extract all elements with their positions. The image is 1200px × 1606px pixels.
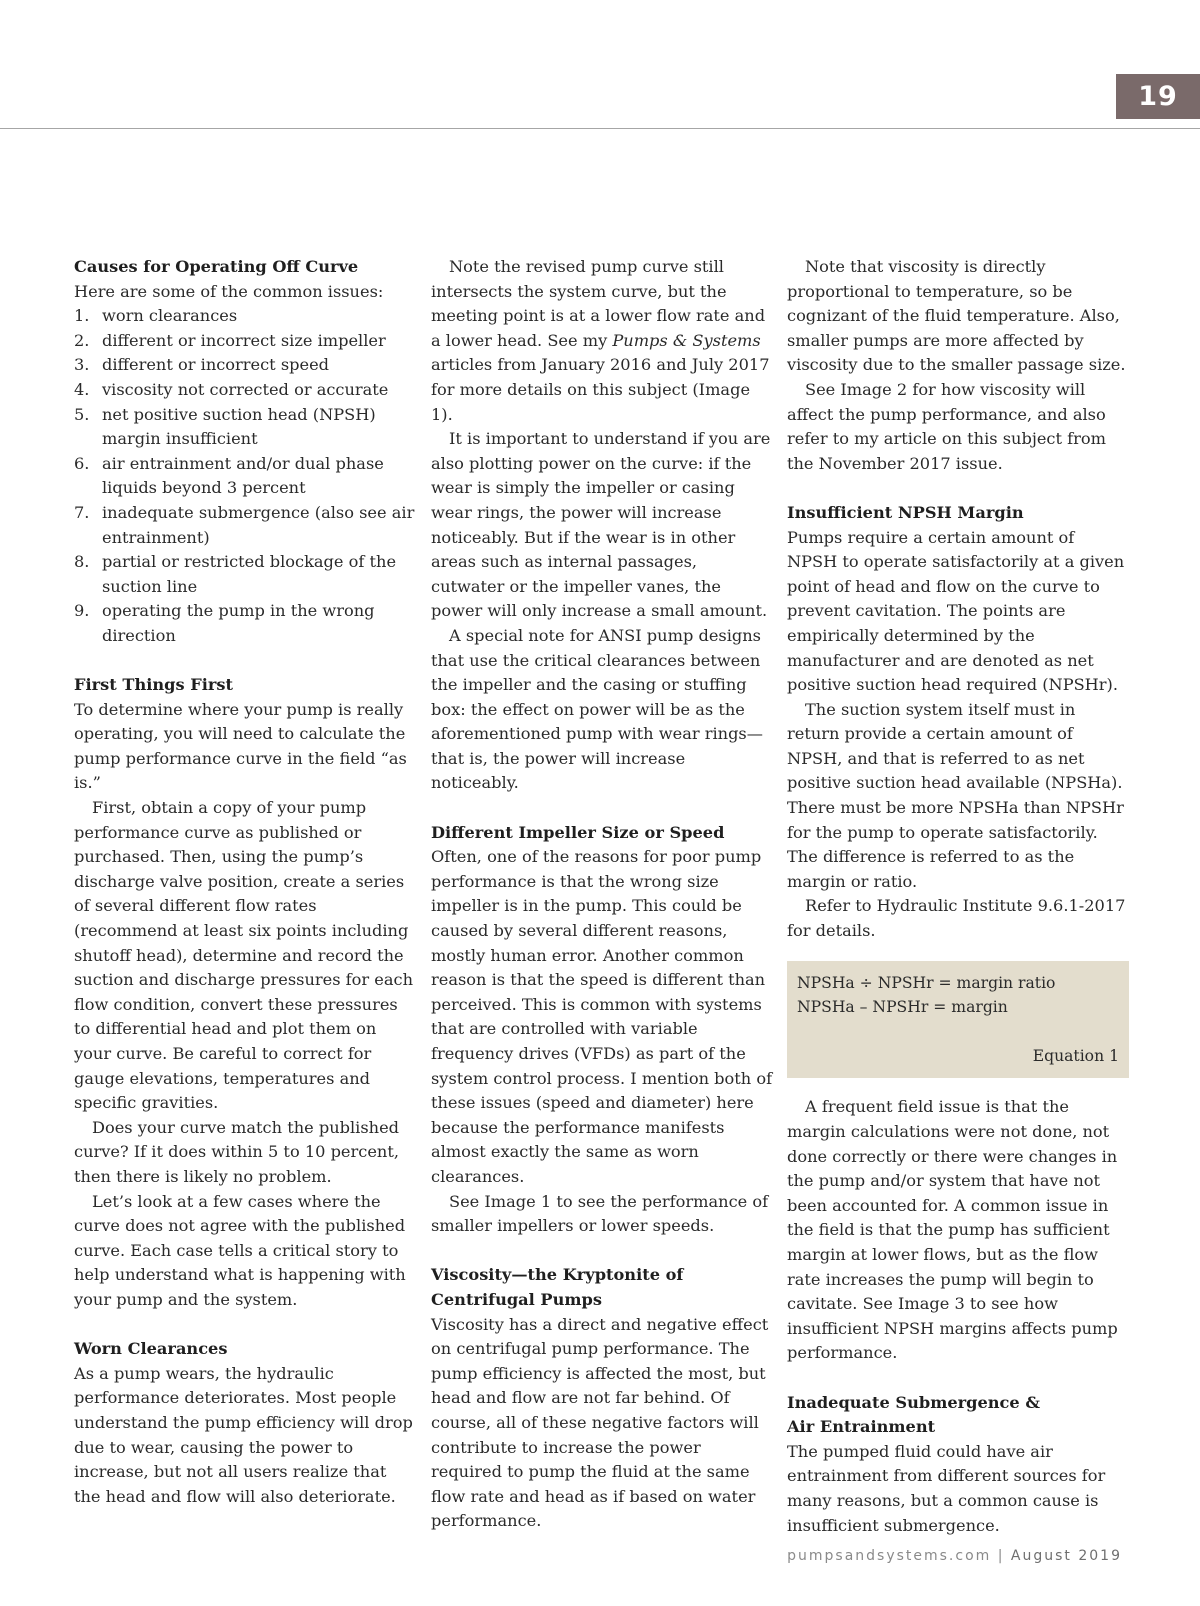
header-rule <box>0 128 1200 129</box>
paragraph: Does your curve match the published curve? If it does within 5 to 10 percent, then there is likely no problem. <box>74 1117 400 1186</box>
column-2 <box>431 255 773 1534</box>
footer-issue: August 2019 <box>1010 1548 1122 1564</box>
paragraph: Often, one of the reasons for poor pump performance is that the wrong size impeller is in the pump. This could be caused by several different reasons, mostly human error. Another common reason is that the speed is different than perceived. This is common with systems that are controlled with variable frequency drives (VFDs) as part of the system control process. I mention both of these issues (speed and diameter) here because the performance manifests almost exactly the same as worn clearances. <box>431 847 773 1186</box>
paragraph: The pumped fluid could have air entrainment from different sources for many reasons, but a common cause is insufficient submergence. <box>787 1441 1106 1535</box>
paragraph: Pumps require a certain amount of NPSH to operate satisfactorily at a given point of head and flow on the curve to prevent cavitation. The points are empirically determined by the manufacturer and are denoted as net positive suction head required (NPSHr). <box>787 527 1125 695</box>
list-item: 8. partial or restricted blockage of the suction line <box>74 552 397 596</box>
footer-separator: | <box>991 1548 1011 1564</box>
column-1 <box>74 255 416 1509</box>
paragraph: To determine where your pump is really operating, you will need to calculate the pump performance curve in the field “as is.” <box>74 699 407 793</box>
list-item: 5. net positive suction head (NPSH) margin insufficient <box>74 404 376 449</box>
publication-title: Pumps & Systems <box>612 330 761 350</box>
paragraph: A special note for ANSI pump designs that use the critical clearances between the impeller and the casing or stuffing box: the effect on power will be as the aforementioned pump with wear rings—that is, the power will increase noticeably. <box>431 625 763 793</box>
list-item: 9. operating the pump in the wrong direction <box>74 601 375 645</box>
paragraph: Let’s look at a few cases where the curve does not agree with the published curve. Each case tells a critical story to help understand what is happening with your pump and the system. <box>74 1191 406 1309</box>
list-item: 2. different or incorrect size impeller <box>74 330 386 350</box>
list-item: 4. viscosity not corrected or accurate <box>74 379 389 399</box>
page-number: 19 <box>1116 74 1200 119</box>
equation-box <box>787 961 1129 1079</box>
equation-label: Equation 1 <box>1032 1046 1119 1065</box>
heading-first-things: First Things First <box>74 675 233 695</box>
footer <box>787 1548 1122 1564</box>
list-item: 3. different or incorrect speed <box>74 355 330 375</box>
paragraph: Viscosity has a direct and negative effect on centrifugal pump performance. The pump efficiency is affected the most, but head and flow are not far behind. Of course, all of these negative factors will contribute to increase the power required to pump the fluid at the same flow rate and head as if based on water performance. <box>431 1314 769 1531</box>
heading-submergence: Inadequate Submergence & Air Entrainment <box>787 1392 1040 1437</box>
equation-line: NPSHa ÷ NPSHr = margin ratio <box>797 973 1056 992</box>
list-item: 7. inadequate submergence (also see air entrainment) <box>74 502 415 547</box>
heading-causes: Causes for Operating Off Curve <box>74 257 359 276</box>
equation-line: NPSHa – NPSHr = margin <box>797 998 1008 1017</box>
paragraph: A frequent field issue is that the margin calculations were not done, not done correctly or there were changes in the pump and/or system that have not been accounted for. A common issue in the field is that the pump has sufficient margin at lower flows, but as the flow rate increases the pump will begin to cavitate. See Image 3 to see how insufficient NPSH margins affects pump performance. <box>787 1097 1118 1363</box>
heading-viscosity: Viscosity—the Kryptonite of Centrifugal Pumps <box>431 1265 684 1309</box>
paragraph: First, obtain a copy of your pump performance curve as published or purchased. Then, using the pump’s discharge valve position, create a series of several different flow rates (recommend at least six points including shutoff head), determine and record the suction and discharge pressures for each flow condition, convert these pressures to differential head and plot them on your curve. Be careful to correct for gauge elevations, temperatures and specific gravities. <box>74 798 414 1113</box>
heading-impeller-speed: Different Impeller Size or Speed <box>431 822 725 842</box>
paragraph: The suction system itself must in return provide a certain amount of NPSH, and that is referred to as net positive suction head available (NPSHa). There must be more NPSHa than NPSHr for the pump to operate satisfactorily. The difference is referred to as the margin or ratio. <box>787 699 1124 891</box>
heading-worn-clearances: Worn Clearances <box>74 1339 228 1359</box>
paragraph: As a pump wears, the hydraulic performance deteriorates. Most people understand the pump efficiency will drop due to wear, causing the power to increase, but not all users realize that the head and flow will also deteriorate. <box>74 1363 413 1506</box>
paragraph: Refer to Hydraulic Institute 9.6.1-2017 for details. <box>787 896 1126 941</box>
list-item: 1. worn clearances <box>74 306 238 326</box>
paragraph: See Image 1 to see the performance of smaller impellers or lower speeds. <box>431 1191 769 1236</box>
issues-list <box>74 304 416 648</box>
paragraph: See Image 2 for how viscosity will affect the pump performance, and also refer to my article on this subject from the November 2017 issue. <box>787 379 1106 473</box>
column-3 <box>787 255 1129 1538</box>
paragraph: Note that viscosity is directly proportional to temperature, so be cognizant of the fluid temperature. Also, smaller pumps are more affected by viscosity due to the smaller passage size. <box>787 257 1126 375</box>
paragraph: It is important to understand if you are also plotting power on the curve: if the wear is simply the impeller or casing wear rings, the power will increase noticeably. But if the wear is in other areas such as internal passages, cutwater or the impeller vanes, the power will only increase a small amount. <box>431 429 771 621</box>
heading-npsh-margin: Insufficient NPSH Margin <box>787 502 1024 522</box>
paragraph: Note the revised pump curve still intersects the system curve, but the meeting point is at a lower flow rate and a lower head. See my Pumps & Systems articles from January 2016 and July 2017 for more details on this subject (Image 1). <box>431 257 770 424</box>
list-item: 6. air entrainment and/or dual phase liquids beyond 3 percent <box>74 453 384 498</box>
footer-site: pumpsandsystems.com <box>787 1548 992 1564</box>
paragraph: Here are some of the common issues: <box>74 281 384 301</box>
